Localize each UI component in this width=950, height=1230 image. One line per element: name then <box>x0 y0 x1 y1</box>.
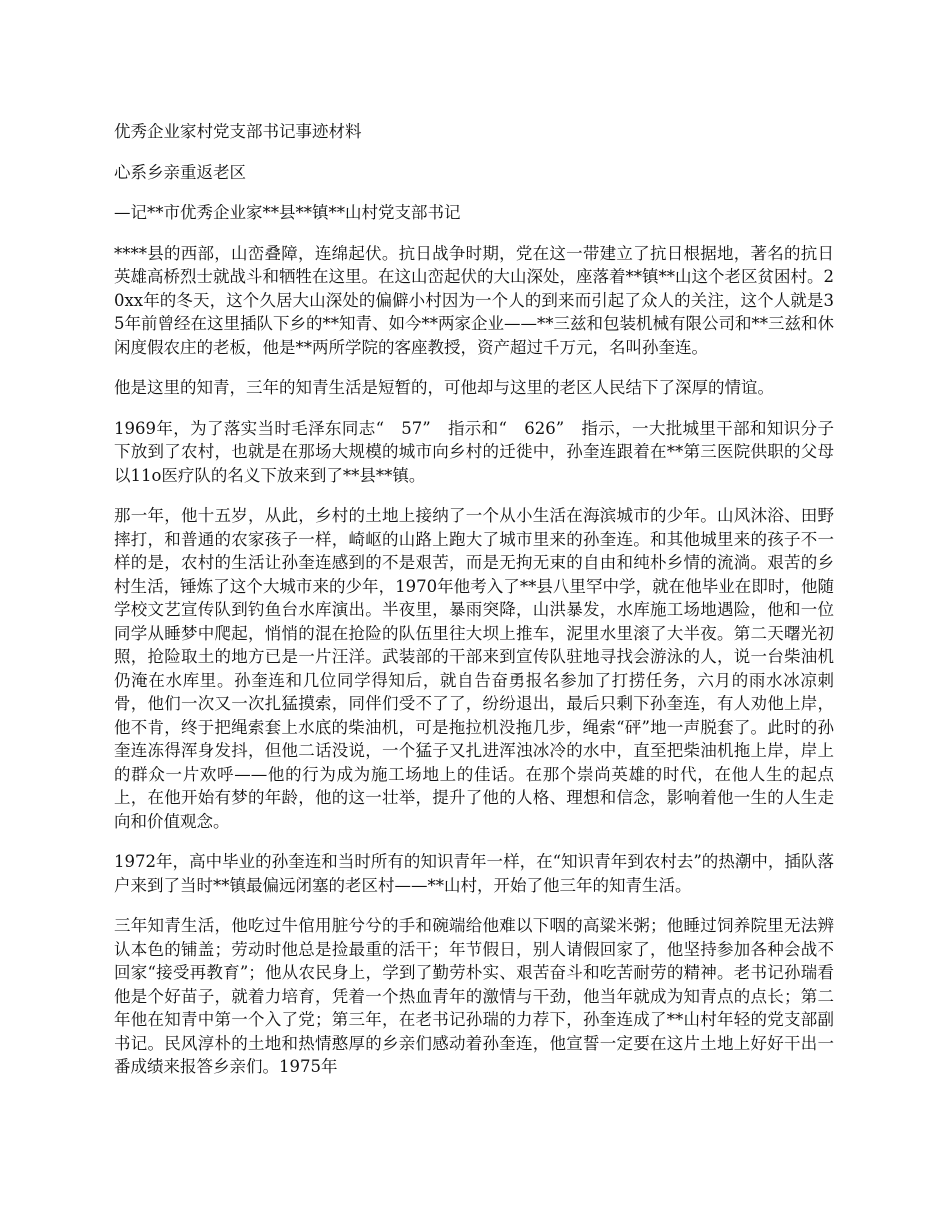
document-byline: —记**市优秀企业家**县**镇**山村党支部书记 <box>114 203 461 222</box>
document-title: 优秀企业家村党支部书记事迹材料 <box>114 122 362 141</box>
document-page <box>114 120 834 1079</box>
paragraph-1969: 1969年，为了落实当时毛泽东同志“ 57” 指示和“ 626” 指示，一大批城里干部和知识分子下放到了农村，也就是在那场大规模的城市向乡村的迁徙中，孙奎连跟着在**第三医院供职的父母以11o医疗队的名义下放来到了**县**镇。 <box>114 418 834 485</box>
document-subtitle: 心系乡亲重返老区 <box>114 162 246 182</box>
paragraph-1972: 1972年，高中毕业的孙奎连和当时所有的知识青年一样，在“知识青年到农村去”的热潮中，插队落户来到了当时**镇最偏远闭塞的老区村——**山村，开始了他三年的知青生活。 <box>114 852 834 895</box>
paragraph-intro: ****县的西部，山峦叠障，连绵起伏。抗日战争时期，党在这一带建立了抗日根据地，著名的抗日英雄高桥烈士就战斗和牺牲在这里。在这山峦起伏的大山深处，座落着**镇**山这个老区贫困村。20xx年的冬天，这个久居大山深处的偏僻小村因为一个人的到来而引起了众人的关注，这个人就是35年前曾经在这里插队下乡的**知青、如今**两家企业——**三兹和包装机械有限公司和**三兹和休闲度假农庄的老板，他是**两所学院的客座教授，资产超过千万元，名叫孙奎连。 <box>114 243 834 357</box>
paragraph-zhiqing: 他是这里的知青，三年的知青生活是短暂的，可他却与这里的老区人民结下了深厚的情谊。 <box>114 378 774 397</box>
paragraph-three-years: 三年知青生活，他吃过牛倌用脏兮兮的手和碗端给他难以下咽的高粱米粥；他睡过饲养院里无法辨认本色的铺盖；劳动时他总是捡最重的活干；年节假日，别人请假回家了，他坚持参加各种会战不回家“接受再教育”；他从农民身上，学到了勤劳朴实、艰苦奋斗和吃苦耐劳的精神。老书记孙瑞看他是个好苗子，就着力培育，凭着一个热血青年的激情与干劲，他当年就成为知青点的点长；第二年他在知青中第一个入了党；第三年，在老书记孙瑞的力荐下，孙奎连成了**山村年轻的党支部副书记。民风淳朴的土地和热情憨厚的乡亲们感动着孙奎连，他宣誓一定要在这片土地上好好干出一番成绩来报答乡亲们。1975年 <box>114 916 834 1076</box>
paragraph-youth: 那一年，他十五岁，从此，乡村的土地上接纳了一个从小生活在海滨城市的少年。山风沐浴、田野摔打，和普通的农家孩子一样，崎岖的山路上跑大了城市里来的孙奎连。和其他城里来的孩子不一样的是，农村的生活让孙奎连感到的不是艰苦，而是无拘无束的自由和纯朴乡情的流淌。艰苦的乡村生活，锤炼了这个大城市来的少年，1970年他考入了**县八里罕中学，就在他毕业在即时，他随学校文艺宣传队到钓鱼台水库演出。半夜里，暴雨突降，山洪暴发，水库施工场地遇险，他和一位同学从睡梦中爬起，悄悄的混在抢险的队伍里往大坝上推车，泥里水里滚了大半夜。第二天曙光初照，抢险取土的地方已是一片汪洋。武装部的干部来到宣传队驻地寻找会游泳的人，说一台柴油机仍淹在水库里。孙奎连和几位同学得知后，就自告奋勇报名参加了打捞任务，六月的雨水冰凉刺骨，他们一次又一次扎猛摸索，同伴们受不了了，纷纷退出，最后只剩下孙奎连，有人劝他上岸，他不肯，终于把绳索套上水底的柴油机，可是拖拉机没拖几步，绳索“砰”地一声脱套了。此时的孙奎连冻得浑身发抖，但他二话没说，一个猛子又扎进浑浊冰冷的水中，直至把柴油机拖上岸，岸上的群众一片欢呼——他的行为成为施工场地上的佳话。在那个崇尚英雄的时代，在他人生的起点上，在他开始有梦的年龄，他的这一壮举，提升了他的人格、理想和信念，影响着他一生的人生走向和价值观念。 <box>114 506 834 831</box>
